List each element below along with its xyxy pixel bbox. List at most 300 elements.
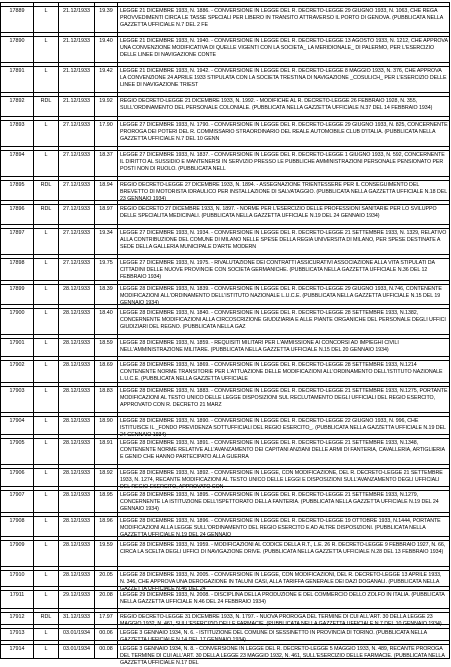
act-type-cell <box>33 567 58 587</box>
act-date: 03.01/1934 <box>63 630 90 636</box>
table-row <box>0 536 450 567</box>
act-number: 18.92 <box>99 470 113 476</box>
cell-top-rule <box>1 644 33 645</box>
record-number: 17907 <box>9 492 25 498</box>
act-number: 20.05 <box>99 572 113 578</box>
act-number: 18.83 <box>99 388 113 394</box>
act-description-cell <box>117 357 450 383</box>
act-description-cell <box>117 537 450 567</box>
act-description: LEGGE 27 DICEMBRE 1933, N. 1975. - RIVALUTAZIONE DEI CONTRATTI ASSICURATIVI ASSOCIAZIONE ALLA VITA STIPULATI DA CITTADINI DELLE NUOVE PROVINCIE CON SOCIETA GERMANICHE. (PUBBLICATA NELLA GAZZETTA UFFICIALE N.36 DEL 12 FEBBRAIO 1934) <box>120 260 435 280</box>
act-date-cell <box>58 3 94 33</box>
table-row <box>0 280 450 305</box>
cell-top-rule <box>59 386 94 387</box>
act-description: LEGGE 27 DICEMBRE 1933, N. 1934. - CONVERSIONE IN LEGGE DEL R. DECRETO-LEGGE 21 SETTEMBRE 1933, N. 1329, RELATIVO ALLA CONTRIBUZIONE DEL COMUNE DI MILANO NELLE SPESE DELLA REGIA UNIVERSITA DI MILANO, PER SPESE DESTINATE A SEDE DELLA GALLERIA MUNICIPALE D'ARTE MODERN <box>120 230 447 250</box>
table-row <box>0 566 450 592</box>
act-description: LEGGE 28 DICEMBRE 1933, N. 1839. - CONVERSIONE IN LEGGE DEL R. DECRETO-LEGGE 29 GIUGNO 1933, N.746, CONTENENTE MODIFICAZIONI ALL'ORDINAMENTO DELL'ISTITUTO NAZIONALE L.U.C.E. (PUBBLICATA NELLA GAZZETTA UFFICIALE N.15 DEL 19 GENNAIO 1934) <box>120 286 442 306</box>
act-description: LEGGE 28 DICEMBRE 1933, N. 1890. - CONVERSIONE IN LEGGE DEL R. DECRETO-LEGGE 22 GIUGNO 1933, N. 996, CHE ISTITUISCE IL _FONDO PREVIDENZA SOTTUFFICIALI DEL REGIO ESERCITO_. (PUBBLICATA NELLA GAZZETTA UFFICIALE N.19 DEL 24 GENNAIO 1934) <box>120 418 446 438</box>
act-type: L <box>44 492 48 498</box>
act-description: LEGGE 29 DICEMBRE 1933, N. 2008. - DISCIPLINA DELLA PRODUZIONE E DEL COMMERCIO DELLO ZOLFO IN ITALIA. (PUBBLICATA NELLA GAZZETTA UFFICIALE N.46 DEL 24 FEBBRAIO 1934) <box>120 592 445 605</box>
cell-top-rule <box>34 180 58 181</box>
cell-top-rule <box>59 540 94 541</box>
act-type: L <box>44 340 48 346</box>
act-number-cell <box>94 281 117 305</box>
act-date-cell <box>58 413 94 435</box>
cell-top-rule <box>95 612 117 613</box>
act-date: 28.12/1933 <box>63 286 90 292</box>
act-description-cell <box>117 435 450 465</box>
act-type-cell <box>33 201 58 225</box>
act-type: L <box>44 518 48 524</box>
cell-top-rule <box>118 386 449 387</box>
cell-top-rule <box>59 628 94 629</box>
cell-top-rule <box>59 284 94 285</box>
act-number-cell <box>94 63 117 93</box>
act-number-cell <box>94 117 117 147</box>
cell-top-rule <box>95 6 117 7</box>
act-description: LEGGE 27 DICEMBRE 1933, N. 1837. - CONVERSIONE IN LEGGE DEL R. DECRETO-LEGGE 1 GIUGNO 1933, N. 592, CONCERNENTE IL DIRITTO AL SUSSIDIO E MANTENERSI IN SERVIZIO PRESSO LE PUBBLICHE AMMINISTRAZIONI PERSONALE PENSIONATO PER POSTI NON DI RUOLO. (PUBBLICATA NELL <box>120 152 445 172</box>
table-row <box>0 304 450 335</box>
record-number-cell <box>0 147 33 177</box>
act-type: L <box>44 122 48 128</box>
act-description-cell <box>117 625 450 641</box>
act-description: LEGGE 28 DICEMBRE 1933, N. 1859. - REQUISITI MILITARI PER L'AMMISSIONE AI CONCORSI AD IMPIEGHI CIVILI NELL'AMMINISTRAZIONE MILITARE. (PUBBLICATA NELLA GAZZETTA UFFICIALE N.15 DEL 20 GENNAIO 1934) <box>120 340 399 353</box>
record-number-cell <box>0 117 33 147</box>
act-description-cell <box>117 641 450 666</box>
act-type-cell <box>33 625 58 641</box>
act-type-cell <box>33 33 58 63</box>
act-date: 28.12/1933 <box>63 418 90 424</box>
act-description: LEGGE 28 DICEMBRE 1933, N. 1840. - CONVERSIONE IN LEGGE DEL R. DECRETO-LEGGE 28 SETTEMBRE 1933, N.1382, CONCERNENTE MODIFICAZIONI ALLA CIRCOSCRIZIONE GIUDIZIARIA E ALLE PIANTE ORGANICHE DEL PERSONALE DEGLI UFFICI GIUDIZIARI DEL REGNO. (PUBBLICATA NELLA GAZ <box>120 310 446 330</box>
cell-top-rule <box>1 360 33 361</box>
table-row <box>0 464 450 490</box>
record-number: 17901 <box>9 340 25 346</box>
act-date-cell <box>58 609 94 625</box>
record-number: 17892 <box>9 98 25 104</box>
cell-top-rule <box>95 66 117 67</box>
act-description-cell <box>117 255 450 281</box>
cell-top-rule <box>95 258 117 259</box>
record-number: 17908 <box>9 518 25 524</box>
act-date: 28.12/1933 <box>63 440 90 446</box>
act-type: L <box>44 592 48 598</box>
cell-top-rule <box>34 612 58 613</box>
table-row <box>0 486 450 513</box>
cell-top-rule <box>1 204 33 205</box>
cell-top-rule <box>34 284 58 285</box>
table-row <box>0 254 450 281</box>
act-number: 19.42 <box>99 68 113 74</box>
table-row <box>0 586 450 609</box>
act-number: 18.69 <box>99 362 113 368</box>
act-type: RDL <box>40 206 52 212</box>
record-number: 17912 <box>9 614 25 620</box>
cell-top-rule <box>95 386 117 387</box>
record-number-cell <box>0 641 33 658</box>
act-number-cell <box>94 487 117 513</box>
record-number-cell <box>0 201 33 225</box>
act-date-cell <box>58 641 94 658</box>
act-number-cell <box>94 93 117 117</box>
act-date-cell <box>58 335 94 357</box>
record-number-cell <box>0 513 33 537</box>
table-row <box>0 512 450 537</box>
cell-top-rule <box>95 628 117 629</box>
cell-top-rule <box>1 612 33 613</box>
act-type: L <box>44 362 48 368</box>
act-type: L <box>44 260 48 266</box>
cell-top-rule <box>95 644 117 645</box>
record-number-cell <box>0 487 33 513</box>
act-description: LEGGE 28 DICEMBRE 1933, N. 1959. - MODIFICAZIONI AL CODICE DELLA R.T., L.E. 26 R. DECRETO-LEGGE 9 FEBBRAIO 1927, N. 66, CIRCA LA SCELTA DEGLI UFFICI DI NAVIGAZIONE DRIVE. (PUBBLICATA NELLA GAZZETTA UFFICIALE N.28 DEL 13 FEBBRAIO 1934) <box>120 542 446 555</box>
cell-top-rule <box>1 540 33 541</box>
cell-top-rule <box>34 150 58 151</box>
act-number: 18.40 <box>99 310 113 316</box>
act-date: 27.12/1933 <box>63 152 90 158</box>
act-date-cell <box>58 255 94 281</box>
cell-top-rule <box>34 570 58 571</box>
act-type-cell <box>33 537 58 567</box>
act-description-cell <box>117 117 450 147</box>
act-date-cell <box>58 225 94 255</box>
record-number-cell <box>0 177 33 201</box>
record-number-cell <box>0 33 33 63</box>
cell-top-rule <box>95 570 117 571</box>
cell-top-rule <box>118 516 449 517</box>
record-number-cell <box>0 413 33 435</box>
act-date-cell <box>58 281 94 305</box>
record-number: 17910 <box>9 572 25 578</box>
record-number-cell <box>0 335 33 357</box>
act-date: 21.12/1933 <box>63 68 90 74</box>
act-type: L <box>44 152 48 158</box>
act-date-cell <box>58 625 94 641</box>
act-type: RDL <box>40 98 52 104</box>
cell-top-rule <box>59 644 94 645</box>
record-number-cell <box>0 3 33 33</box>
act-date: 28.12/1933 <box>63 542 90 548</box>
cell-top-rule <box>118 590 449 591</box>
act-number-cell <box>94 305 117 335</box>
act-description: REGIO DECRETO-LEGGE 21 DICEMBRE 1933, N. 1992. - MODIFICHE AL R. DECRETO-LEGGE 26 FEBBRAIO 1928, N. 355, SULL'ORDINAMENTO DEL PERSONALE COLONIALE. (PUBBLICATA NELLA GAZZETTA UFFICIALE N.37 DEL 14 FEBBRAIO 1934) <box>120 98 433 111</box>
act-date-cell <box>58 147 94 177</box>
act-date: 28.12/1933 <box>63 340 90 346</box>
cell-top-rule <box>95 204 117 205</box>
cell-top-rule <box>1 66 33 67</box>
cell-top-rule <box>59 150 94 151</box>
cell-top-rule <box>118 228 449 229</box>
act-date: 03.01/1934 <box>63 646 90 652</box>
cell-top-rule <box>34 590 58 591</box>
act-date-cell <box>58 487 94 513</box>
cell-top-rule <box>59 66 94 67</box>
cell-top-rule <box>95 416 117 417</box>
cell-top-rule <box>59 490 94 491</box>
act-description-cell <box>117 177 450 201</box>
table-row <box>0 624 450 641</box>
act-description: LEGGE 28 DICEMBRE 1933, N. 1895. - CONVERSIONE IN LEGGE DEL R. DECRETO-LEGGE 21 SETTEMBRE 1933, N.1279, CONCERNENTE LA ISTITUZIONE DELL'ISPETTORATO DELLA FANTERIA. (PUBBLICATA NELLA GAZZETTA UFFICIALE N.19 DEL 24 GENNAIO 1934) <box>120 492 439 512</box>
cell-top-rule <box>59 590 94 591</box>
record-number: 17891 <box>9 68 25 74</box>
act-number: 19.39 <box>99 8 113 14</box>
cell-top-rule <box>59 228 94 229</box>
record-number: 17889 <box>9 8 25 14</box>
act-description: LEGGE 28 DICEMBRE 1933, N. 1869. - CONVERSIONE IN LEGGE DEL R. DECRETO-LEGGE 28 SETTEMBRE 1933, N.1214 CONTENENTE NORME TRANSITORIE PER L'ATTUAZIONE DELLE MODIFICAZIONI ALL'ORDINAMENTO DELL'ISTITUTO NAZIONALE L.U.C.E. (PUBBLICATA NELLA GAZZETTA UFFICIALE <box>120 362 443 382</box>
cell-top-rule <box>34 490 58 491</box>
act-description: LEGGE 28 DICEMBRE 1933, N. 1891. - CONVERSIONE IN LEGGE DEL R. DECRETO-LEGGE 21 SETTEMBRE 1933, N.1348, CONTENENTE NORME RELATIVE ALL'AVANZAMENTO DEI CAPITANI ANZIANI DELLE ARMI DI FANTERIA, CAVALLERIA, ARTIGLIERIA E GENIO CHE HANNO PARTECIPATO ALLA GUERRA <box>120 440 445 460</box>
act-description: LEGGE 28 DICEMBRE 1933, N. 1896. - CONVERSIONE IN LEGGE DEL R. DECRETO-LEGGE 19 OTTOBRE 1933, N.1444, PORTANTE MODIFICAZIONI ALLA LEGGE SULL'ORDINAMENTO DEL REGIO ESERCITO E AD ALTRE DISPOSIZIONI. (PUBBLICATA NELLA GAZZETTA UFFICIALE N.19 DEL 24 GENNAIO <box>120 518 441 538</box>
table-row <box>0 62 450 93</box>
act-type-cell <box>33 513 58 537</box>
act-description: LEGGE 28 DICEMBRE 1933, N. 1892. - CONVERSIONE IN LEGGE, CON MODIFICAZIONE, DEL R. DECRETO-LEGGE 21 SETTEMBRE 1933, N. 1274, RECANTE MODIFICAZIONI AL TESTO UNICO DELLE LEGGI E DISPOSIZIONI SULL'AVANZAMENTO DEGLI UFFICIALI DEL REGIO ESERCITO, APPROVATO CON <box>120 470 443 490</box>
act-number-cell <box>94 625 117 641</box>
cell-top-rule <box>95 590 117 591</box>
act-type: L <box>44 646 48 652</box>
cell-top-rule <box>34 438 58 439</box>
act-description-cell <box>117 413 450 438</box>
cell-top-rule <box>34 66 58 67</box>
act-date-cell <box>58 587 94 609</box>
cell-top-rule <box>118 644 449 645</box>
cell-top-rule <box>1 6 33 7</box>
table-row <box>0 116 450 147</box>
record-number-cell <box>0 305 33 335</box>
cell-top-rule <box>118 468 449 469</box>
record-number-cell <box>0 609 33 625</box>
record-number-cell <box>0 537 33 567</box>
cell-top-rule <box>118 120 449 121</box>
cell-top-rule <box>59 96 94 97</box>
act-number: 18.39 <box>99 286 113 292</box>
act-number: 19.34 <box>99 230 113 236</box>
act-number-cell <box>94 177 117 201</box>
cell-top-rule <box>1 516 33 517</box>
cell-top-rule <box>118 338 449 339</box>
act-number: 18.94 <box>99 182 113 188</box>
act-number-cell <box>94 567 117 587</box>
act-number: 18.90 <box>99 418 113 424</box>
cell-top-rule <box>34 96 58 97</box>
act-type: L <box>44 38 48 44</box>
act-number: 18.37 <box>99 152 113 158</box>
act-type-cell <box>33 117 58 147</box>
act-type: L <box>44 470 48 476</box>
act-type-cell <box>33 641 58 658</box>
record-number: 17914 <box>9 646 25 652</box>
act-type-cell <box>33 465 58 487</box>
cell-top-rule <box>59 438 94 439</box>
cell-top-rule <box>59 570 94 571</box>
act-date-cell <box>58 567 94 587</box>
cell-top-rule <box>1 96 33 97</box>
act-type-cell <box>33 93 58 117</box>
act-description-cell <box>117 33 450 63</box>
act-description: LEGGE 28 DICEMBRE 1933, N. 2005. - CONVERSIONE IN LEGGE, CON MODIFICAZIONI, DEL R. DECRETO-LEGGE 13 APRILE 1933, N. 346, CHE APPROVA UNA DEROGAZIONE IN TALUNI CASI, ALLA TARIFFA GENERALE DEI DAZI DOGANALI. (PUBBLICATA NELLA GAZZETTA UFFICIALE N.46 DEL 24 <box>120 572 442 592</box>
act-type-cell <box>33 147 58 177</box>
act-type: L <box>44 286 48 292</box>
cell-top-rule <box>59 36 94 37</box>
cell-top-rule <box>34 540 58 541</box>
cell-top-rule <box>1 590 33 591</box>
act-description: LEGGE 21 DICEMBRE 1933, N. 1940. - CONVERSIONE IN LEGGE DEL R. DECRETO-LEGGE 13 AGOSTO 1933, N. 1212, CHE APPROVA UNA CONVENZIONE MODIFICATIVA DI QUELLE VIGENTI CON LA SOCIETA_ LA MERIDIONALE_ DI PALERMO, PER L'ESERCIZIO DELLE LINEE DI NAVIGAZIONE CONTE <box>120 38 448 58</box>
cell-top-rule <box>118 258 449 259</box>
act-description-cell <box>117 487 450 513</box>
table-row <box>0 334 450 357</box>
act-date-cell <box>58 357 94 383</box>
cell-top-rule <box>34 6 58 7</box>
act-date-cell <box>58 117 94 147</box>
cell-top-rule <box>1 36 33 37</box>
cell-top-rule <box>1 468 33 469</box>
cell-top-rule <box>118 36 449 37</box>
cell-top-rule <box>34 516 58 517</box>
cell-top-rule <box>95 180 117 181</box>
act-type: L <box>44 230 48 236</box>
table-row <box>0 146 450 177</box>
act-type-cell <box>33 305 58 335</box>
act-date-cell <box>58 383 94 413</box>
act-description-cell <box>117 305 450 335</box>
cell-top-rule <box>1 490 33 491</box>
act-number: 18.97 <box>99 206 113 212</box>
act-type-cell <box>33 63 58 93</box>
act-type: L <box>44 440 48 446</box>
act-date: 27.12/1933 <box>63 206 90 212</box>
act-description: LEGGE 21 DICEMBRE 1933, N. 1942. - CONVERSIONE IN LEGGE DEL R. DECRETO-LEGGE 8 MAGGIO 1933, N. 376, CHE APPROVA LA CONVENZIONE 24 APRILE 1933 STIPULATA CON LA SOCIETA TRESTINA DI NAVIGAZIONE _COSULICH_ PER L'ESERCIZIO DELLE LINEE DI NAVIGAZIONE TRIEST <box>120 68 447 88</box>
record-number: 17890 <box>9 38 25 44</box>
act-date-cell <box>58 435 94 465</box>
cell-top-rule <box>95 120 117 121</box>
act-number-cell <box>94 587 117 609</box>
act-number: 18.59 <box>99 340 113 346</box>
cell-top-rule <box>34 308 58 309</box>
cell-top-rule <box>59 468 94 469</box>
cell-top-rule <box>59 612 94 613</box>
act-description-cell <box>117 225 450 255</box>
cell-top-rule <box>118 204 449 205</box>
cell-top-rule <box>118 6 449 7</box>
act-description: LEGGE 21 DICEMBRE 1933, N. 1886. - CONVERSIONE IN LEGGE DEL R. DECRETO-LEGGE 29 GIUGNO 1933, N. 1063, CHE REGA PROVVEDIMENTI CIRCA LE TASSE SPECIALI PER LIBERO IN TRANSITO ATTRAVERSO IL PORTO DI GENOVA. (PUBBLICATA NELLA GAZZETTA UFFICIALE N.7 DEL 2 FE <box>120 8 443 28</box>
record-number-cell <box>0 281 33 305</box>
cell-top-rule <box>34 416 58 417</box>
act-type-cell <box>33 225 58 255</box>
cell-top-rule <box>1 308 33 309</box>
record-number: 17896 <box>9 206 25 212</box>
act-type: L <box>44 68 48 74</box>
act-type-cell <box>33 335 58 357</box>
cell-top-rule <box>118 570 449 571</box>
act-date-cell <box>58 93 94 117</box>
cell-top-rule <box>59 516 94 517</box>
cell-top-rule <box>95 96 117 97</box>
act-type: L <box>44 8 48 14</box>
act-number-cell <box>94 357 117 383</box>
cell-top-rule <box>95 490 117 491</box>
act-number: 17.97 <box>99 614 113 620</box>
act-date: 21.12/1933 <box>63 8 90 14</box>
act-date: 27.12/1933 <box>63 260 90 266</box>
record-number-cell <box>0 465 33 487</box>
table-row <box>0 32 450 63</box>
cell-top-rule <box>95 284 117 285</box>
cell-top-rule <box>59 308 94 309</box>
act-type: L <box>44 572 48 578</box>
cell-top-rule <box>34 204 58 205</box>
act-date-cell <box>58 201 94 225</box>
act-number: 19.92 <box>99 98 113 104</box>
act-date: 28.12/1933 <box>63 518 90 524</box>
act-number-cell <box>94 147 117 177</box>
table-row <box>0 412 450 438</box>
cell-top-rule <box>1 228 33 229</box>
cell-top-rule <box>95 228 117 229</box>
act-date: 27.12/1933 <box>63 230 90 236</box>
table-row <box>0 608 450 625</box>
cell-top-rule <box>34 228 58 229</box>
act-date: 28.12/1933 <box>63 388 90 394</box>
act-date-cell <box>58 465 94 487</box>
act-number: 19.40 <box>99 38 113 44</box>
act-type: L <box>44 542 48 548</box>
cell-top-rule <box>95 438 117 439</box>
cell-top-rule <box>95 540 117 541</box>
act-description-cell <box>117 93 450 117</box>
record-number: 17911 <box>9 592 25 598</box>
act-description: REGIO DECRETO 27 DICEMBRE 1933, N. 1897. - NORME PER L'ESERCIZIO DELLE PROFESSIONI SANITARIE PER LO SVILUPPO DELLE SPECIALITA MEDICINALI. (PUBBLICATA NELLA GAZZETTA UFFICIALE N.19 DEL 24 GENNAIO 1934) <box>120 206 437 219</box>
record-number: 17894 <box>9 152 25 158</box>
act-type-cell <box>33 383 58 413</box>
cell-top-rule <box>95 36 117 37</box>
cell-top-rule <box>34 120 58 121</box>
act-number-cell <box>94 609 117 625</box>
cell-top-rule <box>95 516 117 517</box>
cell-top-rule <box>1 120 33 121</box>
cell-top-rule <box>59 258 94 259</box>
cell-top-rule <box>118 180 449 181</box>
record-number: 17893 <box>9 122 25 128</box>
act-description-cell <box>117 383 450 413</box>
act-type: RDL <box>40 182 52 188</box>
cell-top-rule <box>1 284 33 285</box>
cell-top-rule <box>34 628 58 629</box>
record-number-cell <box>0 225 33 255</box>
act-type: L <box>44 418 48 424</box>
cell-top-rule <box>95 338 117 339</box>
cell-top-rule <box>95 308 117 309</box>
act-type-cell <box>33 3 58 33</box>
act-description: LEGGE 3 GENNAIO 1934, N. 6. - ISTITUZIONE DEL COMUNE DI SESSINETTO IN PROVINCIA DI TORINO. (PUBBLICATA NELLA GAZZETTA UFFICIALE N.14 DEL 17 GENNAIO 1934) <box>120 630 427 643</box>
act-description: REGIO DECRETO-LEGGE 31 DICEMBRE 1933, N. 1797. - NUOVA PROROGA DEL TERMINE DI CUI ALL'ART. 30 DELLA LEGGE 23 MAGGIO 1932, N. 461, SULL'ESERCIZIO DELLE FARMACIE. (PUBBLICATA NELLA GAZZETTA UFFICIALE N.7 DEL 10 GENNAIO 1934) <box>120 614 442 627</box>
act-number: 18.96 <box>99 518 113 524</box>
record-number: 17904 <box>9 418 25 424</box>
cell-top-rule <box>118 612 449 613</box>
cell-top-rule <box>34 258 58 259</box>
cell-top-rule <box>95 468 117 469</box>
cell-top-rule <box>118 360 449 361</box>
act-description-cell <box>117 567 450 592</box>
cell-top-rule <box>59 120 94 121</box>
act-description-cell <box>117 147 450 177</box>
cell-top-rule <box>1 338 33 339</box>
act-date: 28.12/1933 <box>63 362 90 368</box>
act-type-cell <box>33 255 58 281</box>
cell-top-rule <box>118 438 449 439</box>
record-number: 17909 <box>9 542 25 548</box>
act-date: 28.12/1933 <box>63 492 90 498</box>
table-row <box>0 200 450 225</box>
record-number: 17897 <box>9 230 25 236</box>
act-date-cell <box>58 63 94 93</box>
cell-top-rule <box>59 180 94 181</box>
